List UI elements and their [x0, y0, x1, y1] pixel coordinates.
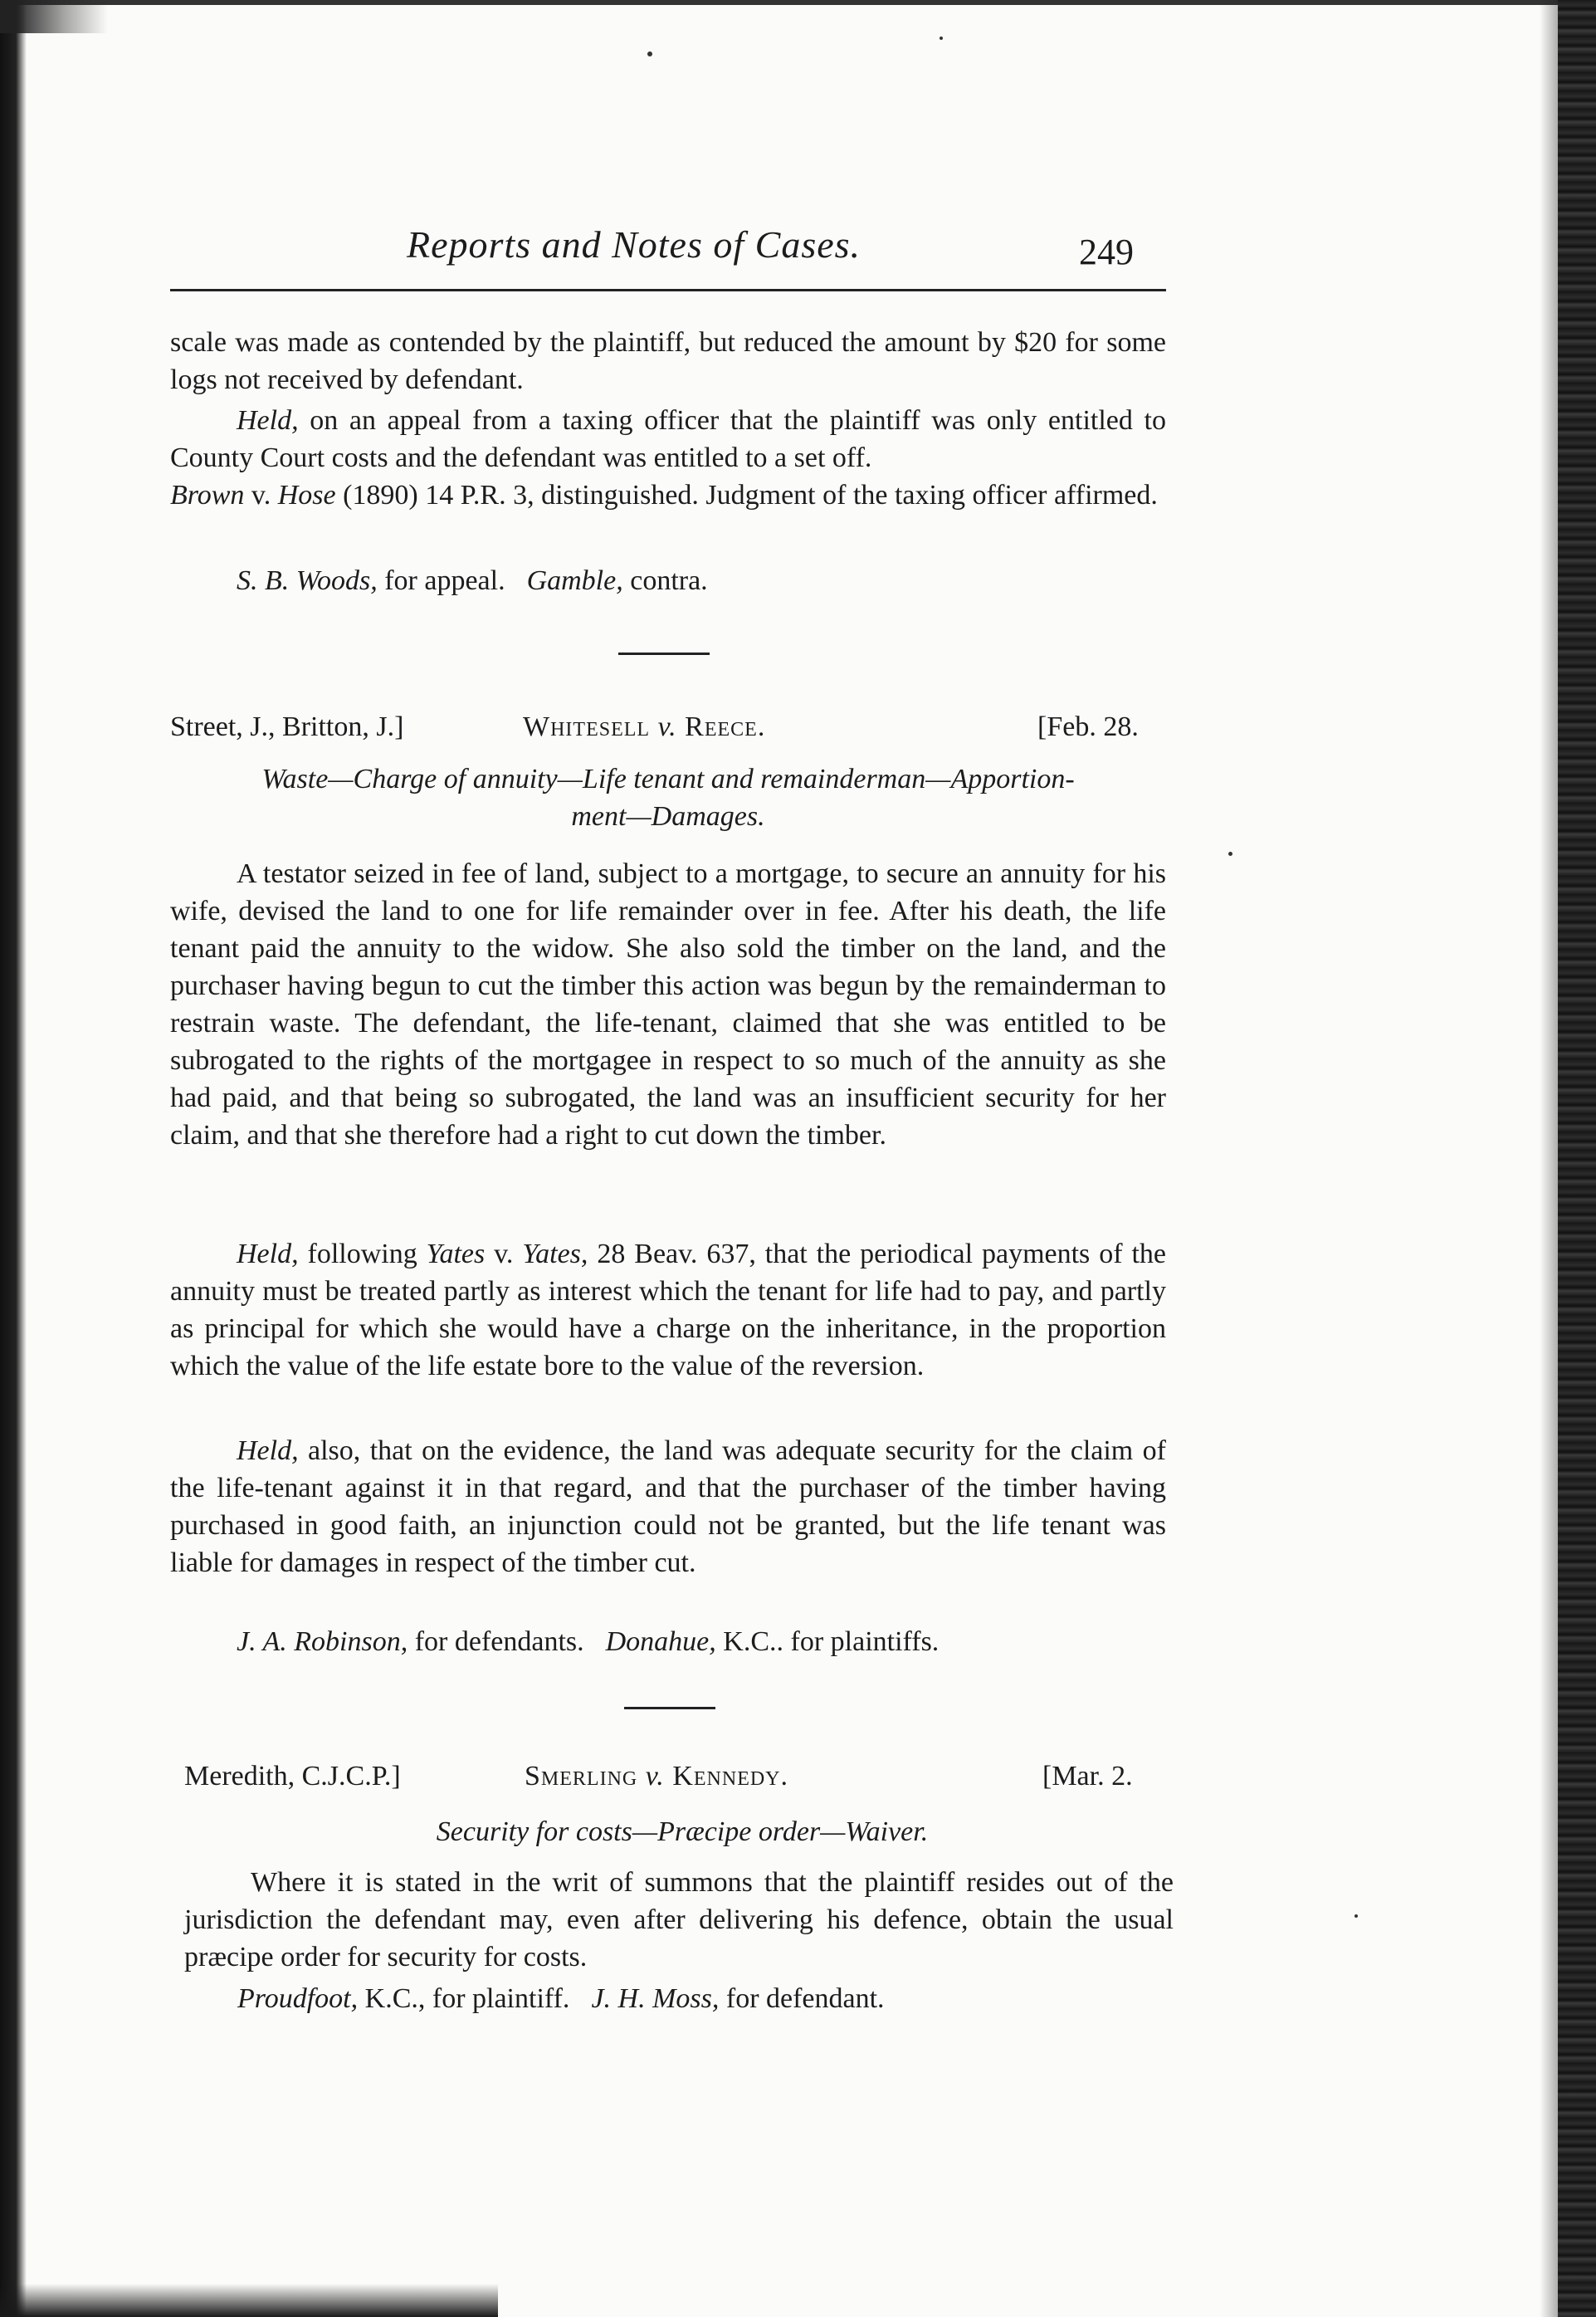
- counsel-name: J. H. Moss,: [591, 1983, 720, 2014]
- case1-title: [523, 711, 765, 744]
- counsel-role: for defendants.: [408, 1626, 584, 1657]
- counsel-role: K.C., for plaintiff.: [358, 1983, 570, 2014]
- held-text: also, that on the evidence, the land was adequate security for the claim of the life-tenant against it in that regard, and that the purchaser of the timber having purchased in good faith, an injunction could not be granted, but the life tenant was liable for damages in respect of the timber cut.: [170, 1435, 1166, 1578]
- scan-speck: [1354, 1914, 1358, 1918]
- scan-edge-left-corner: [0, 0, 108, 33]
- citation-party: Hose: [277, 480, 336, 511]
- case1-facts: A testator seized in fee of land, subject to a mortgage, to secure an annuity for his wife, devised the land to one for life remainder over in fee. After his death, the life tenant paid the annuity to the widow. She also sold the timber on the land, and the purchaser having begun to cut the timber this action was begun by the remainderman to restrain waste. The defendant, the life-tenant, claimed that she was entitled to be subrogated to the rights of the mortgagee in respect to so much of the annuity as she had paid, and that being so subrogated, the land was an insufficient security for her claim, and that she therefore had a right to cut down the timber.: [170, 858, 1166, 1151]
- case2-date: [Mar. 2.: [1042, 1761, 1133, 1792]
- prev-case-paragraph: scale was made as contended by the plaintiff, but reduced the amount by $20 for some logs not received by defendant.: [170, 327, 1166, 395]
- scan-speck: [1228, 852, 1232, 856]
- citation-v: v.: [485, 1239, 523, 1269]
- case-separator: [618, 653, 710, 655]
- scan-speck: [647, 51, 652, 56]
- case-separator: [624, 1707, 715, 1709]
- counsel-name: J. A. Robinson,: [237, 1626, 408, 1657]
- case1-held1: [170, 1235, 1166, 1385]
- held-text: following: [298, 1239, 427, 1269]
- case2-title: [525, 1760, 788, 1793]
- case2-party-b: Kennedy.: [672, 1761, 789, 1792]
- counsel-role: for appeal.: [377, 565, 505, 596]
- case1-counsel: [237, 1625, 939, 1659]
- held-label: Held,: [237, 1435, 299, 1466]
- scan-edge-bottom: [0, 2284, 498, 2317]
- page-number: 249: [1079, 232, 1134, 272]
- citation-party: Yates: [426, 1239, 486, 1269]
- case2-party-a: Smerling: [525, 1761, 638, 1792]
- scan-edge-top: [0, 0, 1596, 5]
- case2-counsel: [237, 1982, 885, 2016]
- running-head: Reports and Notes of Cases.: [407, 223, 861, 266]
- case2-judges: Meredith, C.J.C.P.]: [184, 1761, 401, 1792]
- scan-speck: [940, 37, 943, 40]
- case1-held2: [170, 1432, 1166, 1581]
- citation-text: (1890) 14 P.R. 3, distinguished. Judgment of the taxing officer affirmed.: [335, 480, 1158, 511]
- scan-edge-right: [1558, 0, 1596, 2317]
- case2-facts: Where it is stated in the writ of summons that the plaintiff resides out of the jurisdiction the defendant may, even after delivering his defence, obtain the usual præcipe order for security for costs.: [184, 1867, 1174, 1972]
- case1-v: v.: [650, 711, 686, 742]
- headnote-line: Waste—Charge of annuity—Life tenant and remainderman—Apportion-: [261, 764, 1075, 794]
- prev-case-counsel: [237, 565, 708, 598]
- prev-case-citation: [170, 477, 1166, 514]
- held-label: Held,: [237, 1239, 299, 1269]
- case1-party-a: Whitesell: [523, 711, 651, 742]
- prev-case-held: [170, 402, 1166, 477]
- counsel-name: Proudfoot,: [237, 1983, 359, 2014]
- headnote-line: ment—Damages.: [571, 801, 765, 832]
- scan-edge-left: [0, 0, 27, 2317]
- case1-party-b: Reece.: [685, 711, 766, 742]
- citation-party: Brown: [170, 480, 245, 511]
- held-text: on an appeal from a taxing officer that the plaintiff was only entitled to County Court costs and the defendant was entitled to a set off.: [170, 405, 1166, 473]
- case1-headnote: [170, 760, 1166, 835]
- held-text: 28 Beav. 637, that the periodical payments of the annuity must be treated partly as interest which the tenant for life had to pay, and partly as principal for which she would have a charge on the inheritance, in the proportion which the value of the life estate bore to the value of the reversion.: [170, 1239, 1166, 1381]
- counsel-name: Donahue,: [605, 1626, 716, 1657]
- counsel-role: for defendant.: [719, 1983, 885, 2014]
- citation-party: Yates,: [522, 1239, 588, 1269]
- held-label: Held,: [237, 405, 299, 436]
- citation-v: v.: [244, 480, 278, 511]
- counsel-role: contra.: [622, 565, 708, 596]
- case1-date: [Feb. 28.: [1037, 711, 1139, 742]
- counsel-name: S. B. Woods,: [237, 565, 378, 596]
- counsel-name: Gamble,: [526, 565, 623, 596]
- counsel-role: K.C.. for plaintiffs.: [715, 1626, 940, 1657]
- header-rule: [170, 289, 1166, 291]
- scan-edge-right-shadow: [1540, 0, 1558, 2317]
- case1-judges: Street, J., Britton, J.]: [170, 711, 404, 742]
- case2-v: v.: [637, 1761, 673, 1792]
- case2-headnote: Security for costs—Præcipe order—Waiver.: [436, 1816, 929, 1847]
